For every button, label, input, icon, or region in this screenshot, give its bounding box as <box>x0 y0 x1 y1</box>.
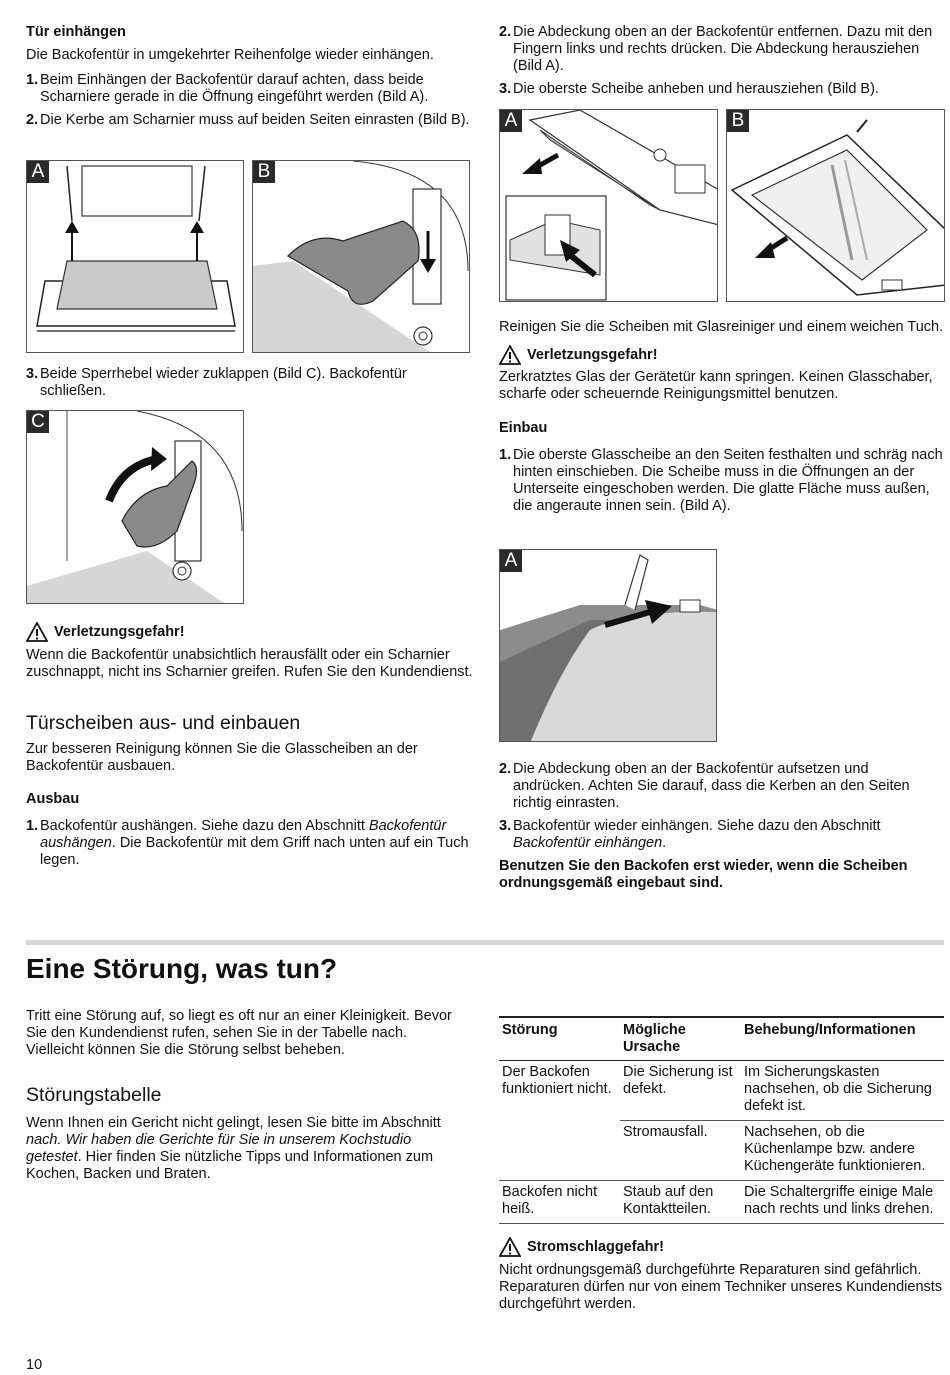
ausbau-heading: Ausbau <box>26 791 80 807</box>
table-row <box>499 1181 944 1224</box>
warning-text: Zerkratztes Glas der Gerätetür kann springen. Keinen Glasschaber, scharfe oder scheuernde Reinigungsmittel benutzen. <box>499 369 933 402</box>
insert-pane-illustration <box>500 550 717 742</box>
page-title: Eine Störung, was tun? <box>26 953 338 984</box>
door-hinges-illustration <box>27 161 244 353</box>
stoerung-table-block <box>499 1016 944 1313</box>
warning-heading <box>26 622 476 642</box>
warning-heading <box>499 345 944 365</box>
stoerung-title-block <box>26 953 944 985</box>
warning-title: Stromschlaggefahr! <box>527 1238 664 1255</box>
tuer-intro: Die Backofentür in umgekehrter Reihenfolge wieder einhängen. <box>26 47 434 63</box>
figure-door-hinges-a <box>26 160 244 353</box>
table-cell: Staub auf den Kontaktteilen. <box>620 1181 741 1224</box>
figure-remove-cover-a <box>499 109 718 302</box>
warning-icon <box>499 1237 521 1257</box>
tuer-step-3 <box>26 366 476 400</box>
section-einbau-steps <box>499 761 944 892</box>
hinge-notch-illustration <box>253 161 470 353</box>
lift-pane-illustration <box>727 110 945 302</box>
figure-hinge-notch-b <box>252 160 470 353</box>
list-item: 1. Backofentür aushängen. Siehe dazu den Abschnitt Backofentür aushängen. Die Backofentür mit dem Griff nach unten auf ein Tuch legen. <box>26 818 469 868</box>
figure-lift-pane-b <box>726 109 945 302</box>
figure-label: A <box>27 161 49 183</box>
stoerung-intro-block <box>26 1008 466 1183</box>
table-heading: Störungstabelle <box>26 1084 162 1106</box>
table-intro: Wenn Ihnen ein Gericht nicht gelingt, lesen Sie bitte im Abschnitt nach. Wir haben die Gerichte für Sie in unserem Kochstudio getestet. Hier finden Sie nützliche Tipps und Informationen zum Kochen, Backen und Braten. <box>26 1115 441 1182</box>
table-cell: Die Schaltergriffe einige Male nach rechts und links drehen. <box>741 1181 944 1224</box>
warning-icon <box>26 622 48 642</box>
scheiben-heading: Türscheiben aus- und einbauen <box>26 712 301 734</box>
column-header: Behebung/Informationen <box>741 1017 944 1061</box>
warning-text: Nicht ordnungsgemäß durchgeführte Reparaturen sind gefährlich. Reparaturen dürfen nur von einem Techniker unseres Kundendiensts durchgeführt werden. <box>499 1262 943 1312</box>
figure-label: A <box>500 550 522 572</box>
section-divider <box>26 940 944 945</box>
figure-label: C <box>27 411 49 433</box>
table-cell: Der Backofen funktioniert nicht. <box>502 1064 612 1097</box>
stoerung-table <box>499 1016 944 1224</box>
warning-title: Verletzungsgefahr! <box>54 623 185 640</box>
list-item: 1. Die oberste Glasscheibe an den Seiten festhalten und schräg nach hinten einschieben. Die Scheibe muss in die Öffnungen an der Unterseite eingeschoben werden. Die glatte Fläche muss außen, die angeraute innen sein. (Bild A). <box>499 447 943 514</box>
figure-label: B <box>253 161 275 183</box>
section-tuer-einhaengen <box>26 24 476 135</box>
table-cell: Stromausfall. <box>620 1121 741 1181</box>
lock-lever-illustration <box>27 411 244 604</box>
column-header: Störung <box>499 1017 620 1061</box>
warning-text: Wenn die Backofentür unabsichtlich herausfällt oder ein Scharnier zuschnappt, nicht ins Scharnier greifen. Rufen Sie den Kundendienst. <box>26 647 473 680</box>
table-cell: Backofen nicht heiß. <box>499 1181 620 1224</box>
section-abdeckung <box>499 24 944 104</box>
tuer-steps <box>26 72 476 129</box>
table-row <box>499 1061 944 1121</box>
final-note: Benutzen Sie den Backofen erst wieder, wenn die Scheiben ordnungsgemäß eingebaut sind. <box>499 858 908 891</box>
scheiben-intro: Zur besseren Reinigung können Sie die Glasscheiben an der Backofentür ausbauen. <box>26 741 418 774</box>
section-tuerscheiben <box>26 712 476 875</box>
section-reinigen <box>499 319 944 521</box>
page-number: 10 <box>26 1357 43 1373</box>
list-item: 2. Die Abdeckung oben an der Backofentür aufsetzen und andrücken. Achten Sie darauf, dass die Kerben an den Seiten richtig einrasten. <box>499 761 910 811</box>
warning-heading <box>499 1237 944 1257</box>
warning-block-left <box>26 622 476 681</box>
warning-title: Verletzungsgefahr! <box>527 346 658 363</box>
table-cell <box>499 1121 620 1181</box>
figure-insert-pane-a <box>499 549 717 742</box>
warning-icon <box>499 345 521 365</box>
table-header-row <box>499 1017 944 1061</box>
list-item: 3. Beide Sperrhebel wieder zuklappen (Bild C). Backofentür schließen. <box>26 366 407 399</box>
table-cell: Nachsehen, ob die Küchenlampe bzw. andere Küchengeräte funktionieren. <box>741 1121 944 1181</box>
column-header: Mögliche Ursache <box>620 1017 741 1061</box>
table-cell: Im Sicherungskasten nachsehen, ob die Sicherung defekt ist. <box>744 1064 932 1114</box>
figure-label: A <box>500 110 522 132</box>
table-row <box>499 1121 944 1181</box>
einbau-steps-continued <box>499 761 944 852</box>
list-item: 2. Die Kerbe am Scharnier muss auf beiden Seiten einrasten (Bild B). <box>26 112 470 128</box>
figure-lock-lever-c <box>26 410 244 604</box>
list-item: 3. Backofentür wieder einhängen. Siehe dazu den Abschnitt Backofentür einhängen. <box>499 818 881 851</box>
einbau-heading: Einbau <box>499 420 548 436</box>
ausbau-steps <box>26 818 476 869</box>
list-item: 3. Die oberste Scheibe anheben und herausziehen (Bild B). <box>499 81 879 97</box>
list-item: 1. Beim Einhängen der Backofentür darauf achten, dass beide Scharniere gerade in die Öffnung eingeführt werden (Bild A). <box>26 72 429 105</box>
clean-text: Reinigen Sie die Scheiben mit Glasreiniger und einem weichen Tuch. <box>499 319 944 335</box>
ausbau-steps-continued <box>499 24 944 98</box>
remove-cover-illustration <box>500 110 718 302</box>
stoerung-intro: Tritt eine Störung auf, so liegt es oft nur an einer Kleinigkeit. Bevor Sie den Kundendienst rufen, sehen Sie in der Tabelle nach. Vielleicht können Sie die Störung selbst beheben. <box>26 1008 452 1058</box>
einbau-steps <box>499 447 944 515</box>
tuer-heading: Tür einhängen <box>26 24 126 40</box>
table-cell: Die Sicherung ist defekt. <box>623 1064 733 1097</box>
figure-label: B <box>727 110 749 132</box>
step-3-section <box>26 366 476 406</box>
list-item: 2. Die Abdeckung oben an der Backofentür entfernen. Dazu mit den Fingern links und rechts drücken. Die Abdeckung herausziehen (Bild A). <box>499 24 933 74</box>
